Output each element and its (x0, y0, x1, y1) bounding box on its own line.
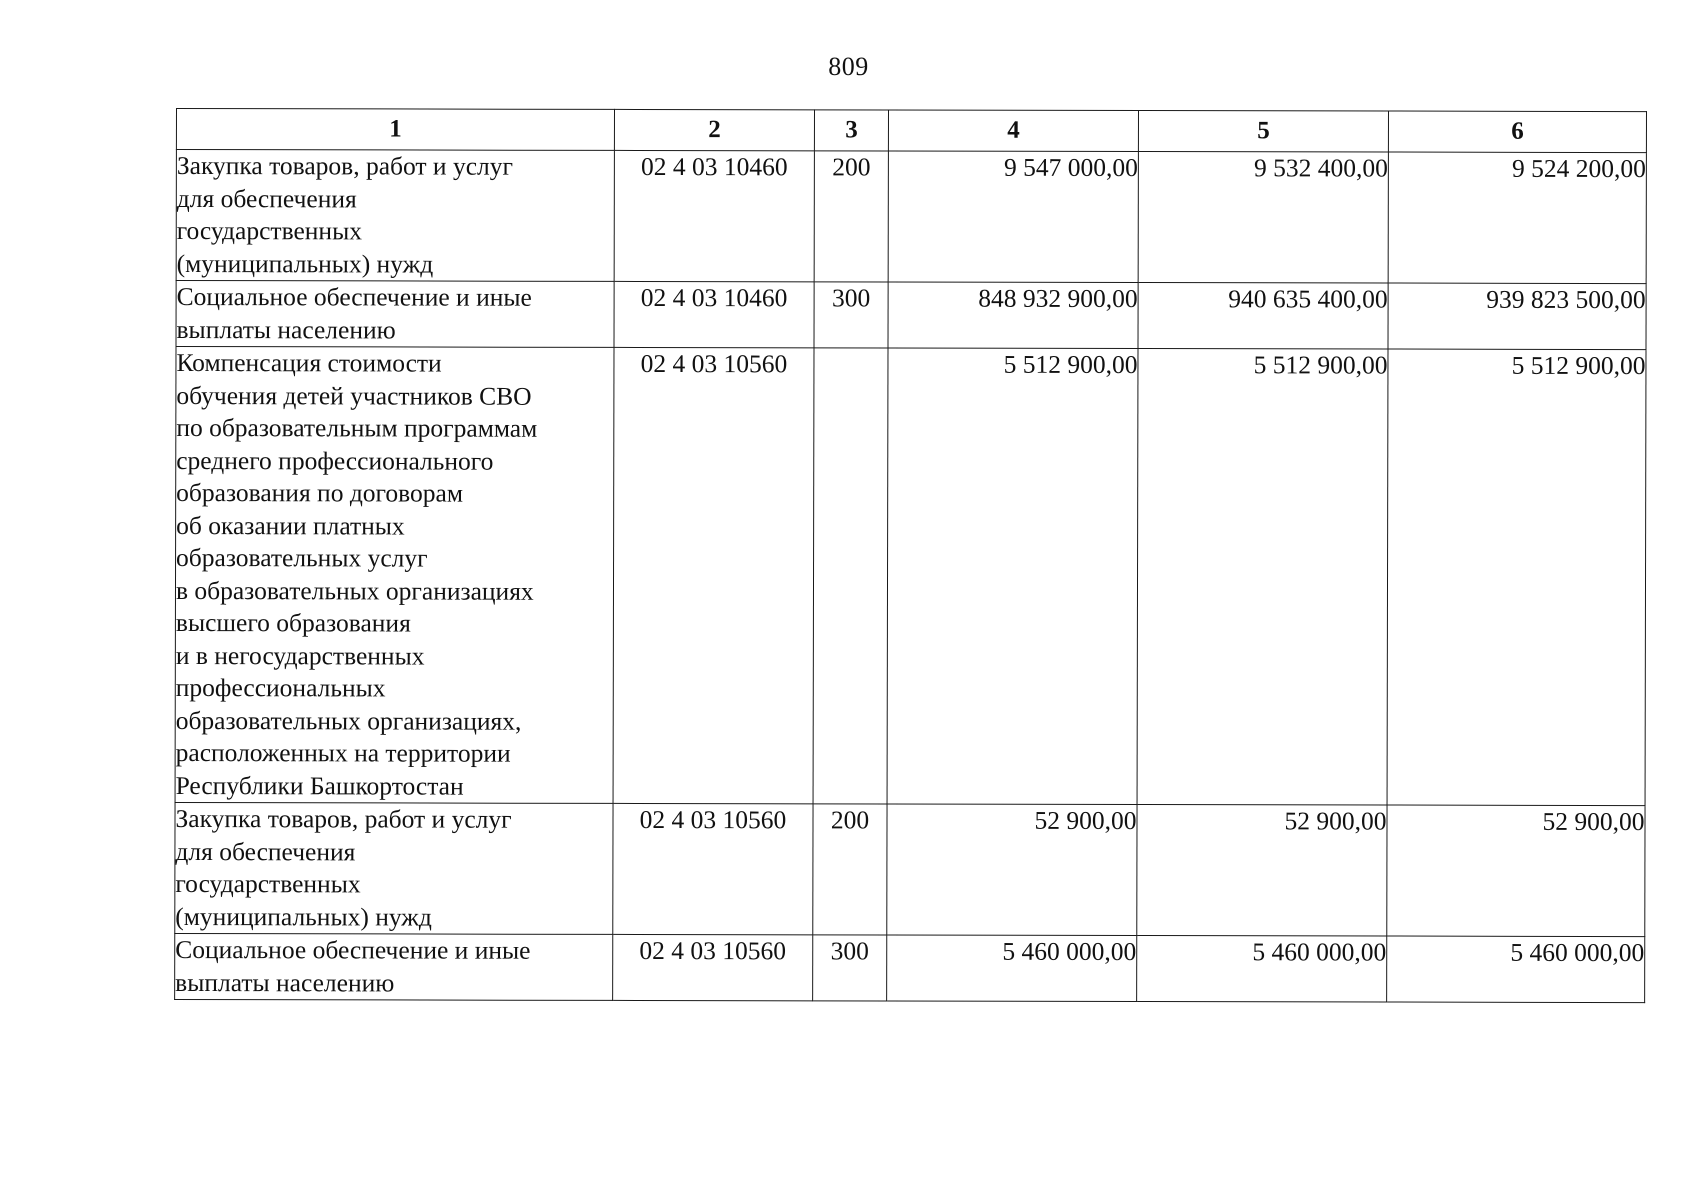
target-code-cell: 02 4 03 10560 (613, 803, 813, 934)
amount-col5-cell: 5 460 000,00 (1137, 936, 1387, 1003)
expense-name-cell: Социальное обеспечение и иные выплаты населению (175, 933, 613, 1000)
amount-col4-cell: 848 932 900,00 (888, 282, 1138, 349)
amount-col4-cell: 5 512 900,00 (887, 348, 1138, 805)
expense-type-cell: 300 (814, 282, 888, 348)
column-header-5: 5 (1138, 111, 1388, 153)
amount-col4-cell: 9 547 000,00 (888, 151, 1138, 283)
column-header-1: 1 (176, 109, 614, 151)
amount-col5-cell: 940 635 400,00 (1138, 283, 1388, 350)
target-code-cell: 02 4 03 10460 (614, 150, 814, 281)
amount-col4-cell: 52 900,00 (887, 804, 1137, 936)
expense-name-cell: Закупка товаров, работ и услуг для обеспечения государственных (муниципальных) нужд (175, 802, 613, 934)
table-row (175, 933, 1645, 1002)
column-header-3: 3 (814, 110, 888, 151)
expense-name-cell: Компенсация стоимости обучения детей участников СВО по образовательным программам среднего профессионального образования по договорам об оказании платных образовательных услуг в образовательных организациях высшего образования и в негосударственных профессиональных образовательных организациях, расположенных на территории Республики Башкортостан (175, 347, 614, 804)
table-row (175, 347, 1646, 806)
amount-col6-cell: 9 524 200,00 (1388, 152, 1646, 284)
amount-col5-cell: 9 532 400,00 (1138, 152, 1388, 284)
amount-col5-cell: 52 900,00 (1137, 805, 1387, 937)
column-header-6: 6 (1388, 111, 1646, 153)
target-code-cell: 02 4 03 10560 (613, 934, 813, 1000)
target-code-cell: 02 4 03 10460 (614, 281, 814, 347)
column-header-2: 2 (614, 109, 814, 150)
budget-table-container (174, 108, 1646, 1003)
expense-name-cell: Закупка товаров, работ и услуг для обеспечения государственных (муниципальных) нужд (176, 150, 614, 282)
table-row (176, 150, 1646, 284)
amount-col6-cell: 5 512 900,00 (1387, 349, 1646, 806)
expense-name-cell: Социальное обеспечение и иные выплаты населению (176, 281, 614, 348)
amount-col6-cell: 52 900,00 (1387, 805, 1645, 937)
column-header-4: 4 (888, 110, 1138, 152)
expense-type-cell (813, 348, 888, 804)
amount-col6-cell: 5 460 000,00 (1387, 936, 1645, 1003)
amount-col6-cell: 939 823 500,00 (1388, 283, 1646, 350)
expense-type-cell: 300 (813, 935, 887, 1001)
expense-type-cell: 200 (813, 804, 887, 935)
amount-col4-cell: 5 460 000,00 (887, 935, 1137, 1002)
table-row (175, 802, 1645, 936)
amount-col5-cell: 5 512 900,00 (1137, 349, 1388, 806)
page-number: 809 (828, 52, 869, 81)
budget-table (174, 108, 1647, 1003)
target-code-cell: 02 4 03 10560 (613, 347, 814, 803)
header-row (176, 109, 1646, 153)
expense-type-cell: 200 (814, 151, 888, 282)
table-row (176, 281, 1646, 350)
